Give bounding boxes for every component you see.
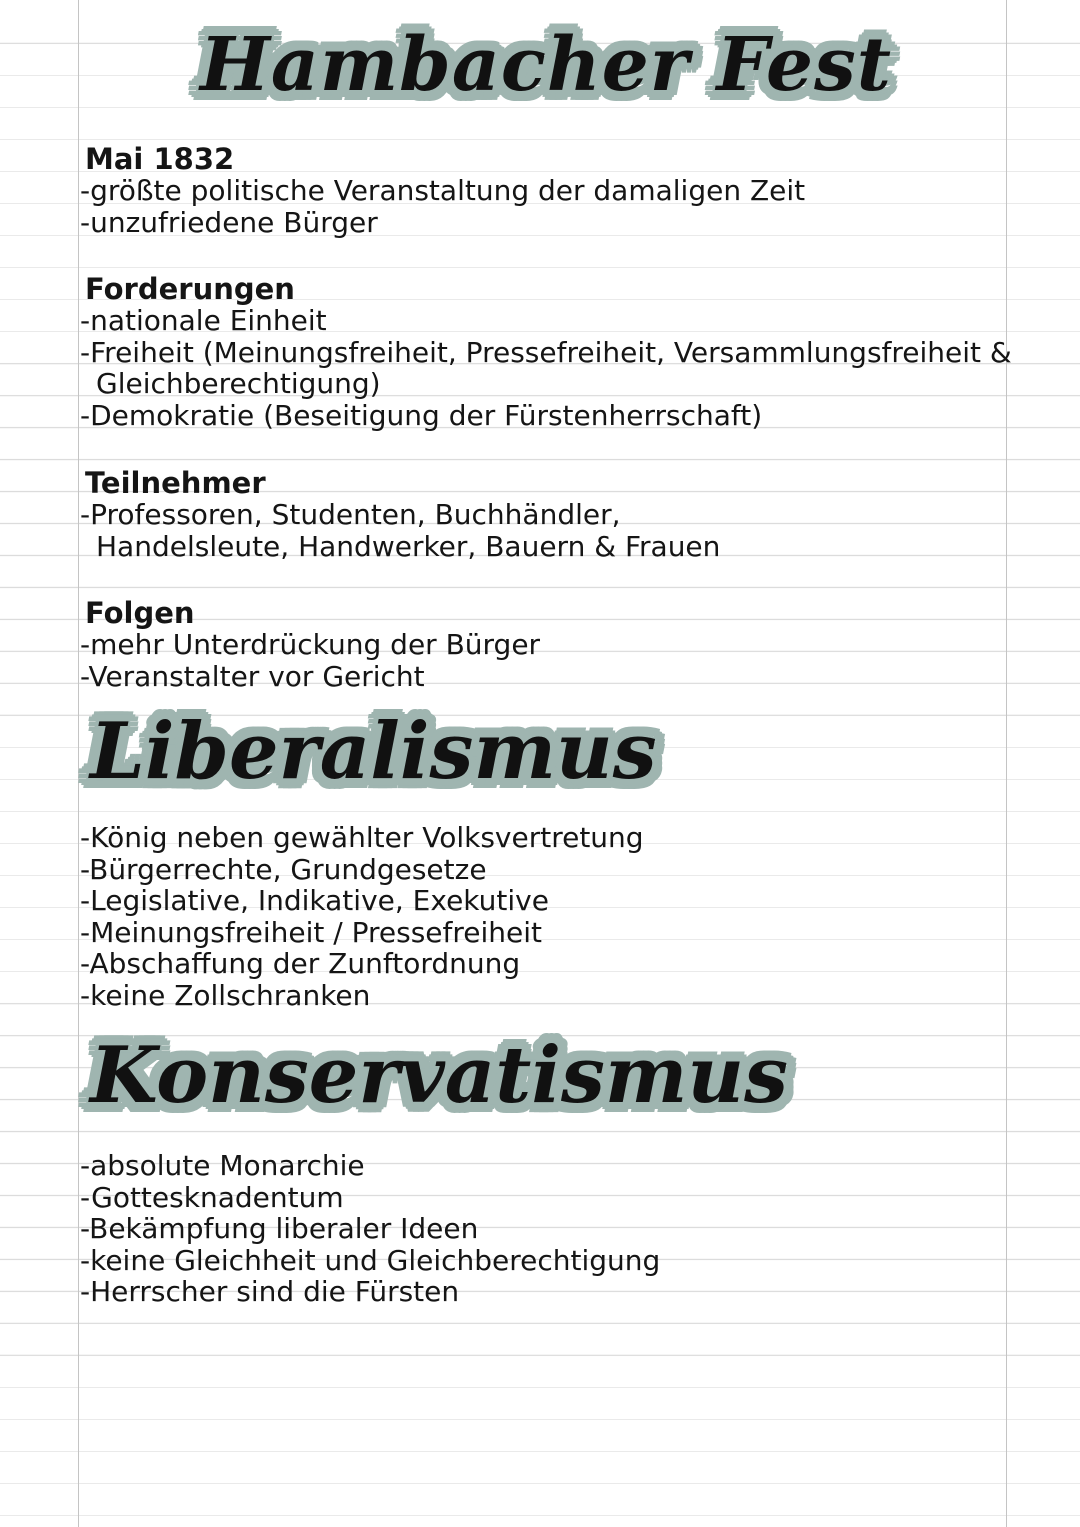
- konservatismus-title: Konservatismus: [90, 1030, 789, 1121]
- list-item: -Professoren, Studenten, Buchhändler,: [80, 498, 621, 531]
- left-margin-line: [78, 0, 79, 1527]
- list-item: -Legislative, Indikative, Exekutive: [80, 884, 549, 917]
- liberalismus-title: Liberalismus: [90, 706, 657, 797]
- list-item: -mehr Unterdrückung der Bürger: [80, 628, 541, 661]
- list-item: -Freiheit (Meinungsfreiheit, Pressefreiheit, Versammlungsfreiheit &: [80, 335, 1012, 369]
- right-margin-line: [1006, 0, 1007, 1527]
- page-title: Hambacher Fest: [200, 22, 892, 108]
- forderungen-section: [80, 274, 1012, 431]
- list-item: -König neben gewählter Volksvertretung: [80, 821, 644, 854]
- list-item: -Herrscher sind die Fürsten: [80, 1275, 460, 1308]
- list-item: -Meinungsfreiheit / Pressefreiheit: [80, 915, 542, 949]
- konservatismus-section: [80, 1150, 660, 1308]
- forderungen-heading: Forderungen: [85, 272, 295, 306]
- intro-section: [80, 144, 805, 238]
- folgen-section: [80, 598, 540, 692]
- list-item: -Abschaffung der Zunftordnung: [80, 947, 521, 980]
- list-item: -keine Gleichheit und Gleichberechtigung: [80, 1243, 661, 1277]
- list-item: -unzufriedene Bürger: [80, 205, 378, 239]
- list-item: -nationale Einheit: [80, 304, 327, 337]
- list-item: -Bürgerrechte, Grundgesetze: [80, 852, 487, 886]
- list-item-continuation: Handelsleute, Handwerker, Bauern & Frauen: [96, 529, 721, 563]
- list-item: -Veranstalter vor Gericht: [80, 659, 425, 693]
- list-item: -Demokratie (Beseitigung der Fürstenherrschaft): [80, 398, 763, 432]
- folgen-heading: Folgen: [85, 596, 195, 630]
- list-item: -Bekämpfung liberaler Ideen: [80, 1212, 479, 1245]
- date-heading: Mai 1832: [85, 142, 235, 176]
- list-item-continuation: Gleichberechtigung): [96, 367, 381, 400]
- liberalismus-section: [80, 822, 644, 1011]
- list-item: -keine Zollschranken: [80, 978, 371, 1012]
- teilnehmer-section: [80, 468, 720, 562]
- list-item: -absolute Monarchie: [80, 1149, 365, 1182]
- list-item: -größte politische Veranstaltung der damaligen Zeit: [80, 174, 806, 207]
- teilnehmer-heading: Teilnehmer: [85, 466, 266, 500]
- list-item: -Gottesknadentum: [80, 1180, 344, 1214]
